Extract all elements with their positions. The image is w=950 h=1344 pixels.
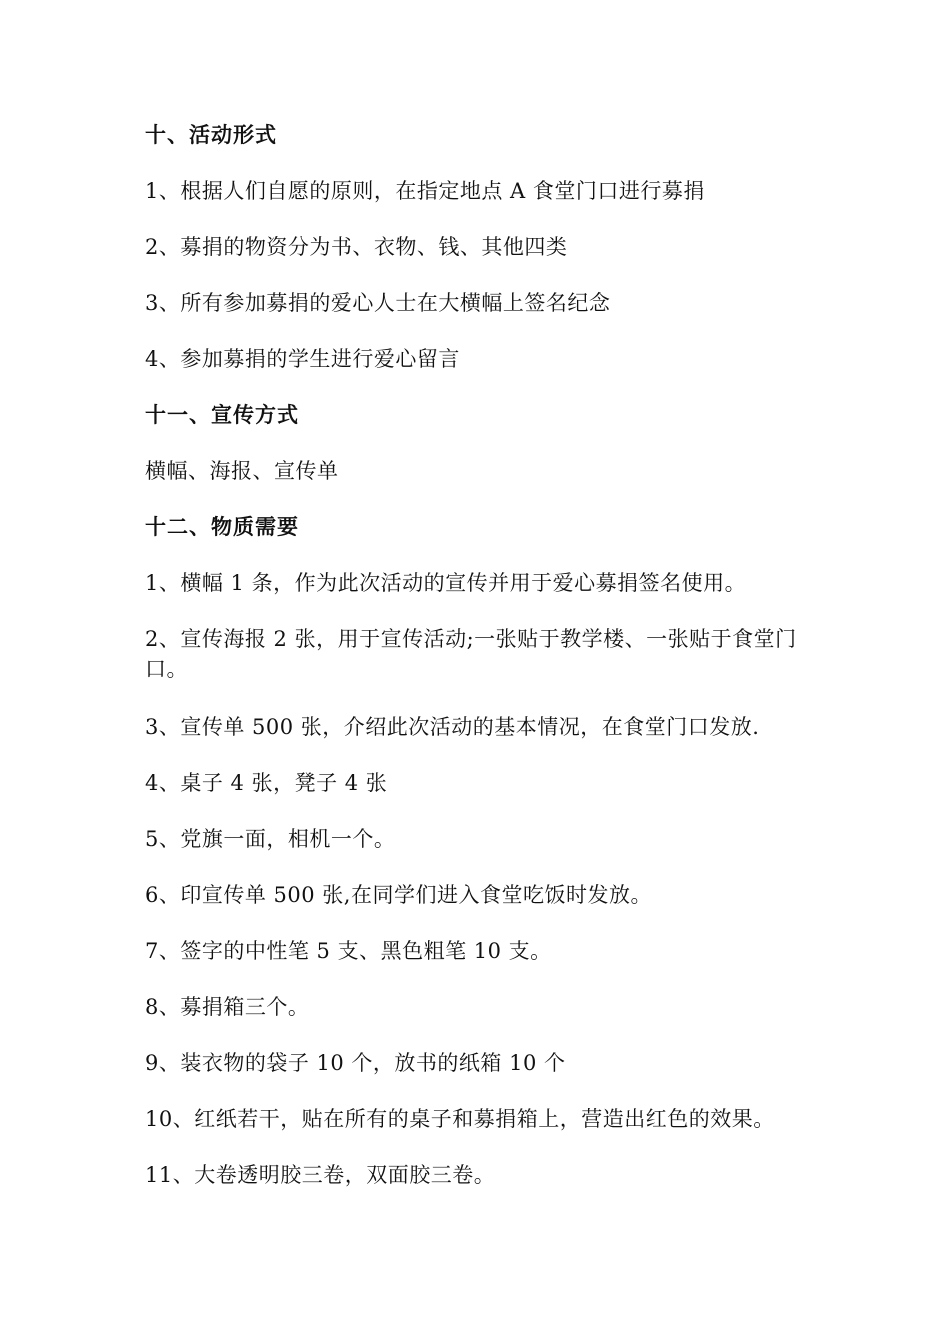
list-item: 10、红纸若干，贴在所有的桌子和募捐箱上，营造出红色的效果。: [145, 1107, 775, 1131]
list-item: 9、装衣物的袋子 10 个，放书的纸箱 10 个: [145, 1051, 566, 1075]
list-item: 2、募捐的物资分为书、衣物、钱、其他四类: [145, 235, 568, 259]
list-item: 2、宣传海报 2 张，用于宣传活动;一张贴于教学楼、一张贴于食堂门口。: [145, 627, 797, 681]
paragraph: 横幅、海报、宣传单: [145, 459, 339, 483]
list-item: 1、横幅 1 条，作为此次活动的宣传并用于爱心募捐签名使用。: [145, 571, 747, 595]
section-heading-publicity: 十一、宣传方式: [145, 403, 299, 427]
section-heading-materials: 十二、物质需要: [145, 515, 299, 539]
list-item: 5、党旗一面，相机一个。: [145, 827, 396, 851]
list-item: 4、参加募捐的学生进行爱心留言: [145, 347, 460, 371]
list-item: 4、桌子 4 张，凳子 4 张: [145, 771, 388, 795]
list-item: 11、大卷透明胶三卷，双面胶三卷。: [145, 1163, 496, 1187]
list-item: 7、签字的中性笔 5 支、黑色粗笔 10 支。: [145, 939, 552, 963]
list-item: 1、根据人们自愿的原则，在指定地点 A 食堂门口进行募捐: [145, 179, 705, 203]
list-item: 3、所有参加募捐的爱心人士在大横幅上签名纪念: [145, 291, 611, 315]
list-item: 6、印宣传单 500 张,在同学们进入食堂吃饭时发放。: [145, 883, 652, 907]
section-heading-activity-form: 十、活动形式: [145, 123, 277, 147]
list-item: 8、募捐箱三个。: [145, 995, 310, 1019]
list-item: 3、宣传单 500 张，介绍此次活动的基本情况，在食堂门口发放.: [145, 715, 760, 739]
